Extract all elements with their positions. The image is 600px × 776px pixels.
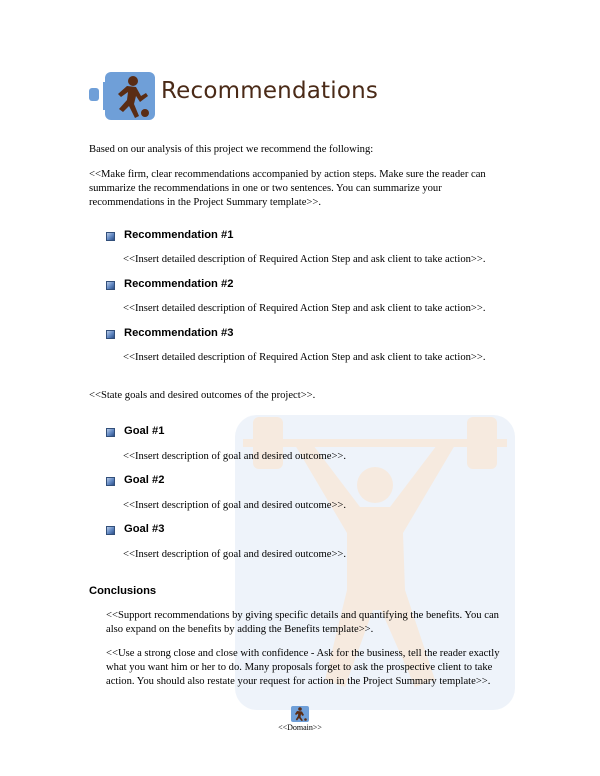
soccer-player-footer-icon xyxy=(291,706,309,722)
square-bullet-icon xyxy=(106,330,115,339)
goal-text: <<Insert description of goal and desired outcome>>. xyxy=(123,500,347,511)
recommendation-title: Recommendation #2 xyxy=(124,278,234,290)
recommendation-title: Recommendation #1 xyxy=(124,229,234,241)
goal-title: Goal #1 xyxy=(124,425,165,437)
recommendation-text: <<Insert detailed description of Required Action Step and ask client to take action>>. xyxy=(123,254,486,265)
guidance-line: summarize the recommendations in one or two sentences. You can summarize your xyxy=(89,183,442,194)
conclusions-line: action. You should also restate your request for action in the Project Summary template>>. xyxy=(106,676,491,687)
conclusions-line: what you want him or her to do. Many proposals forget to ask the prospective client to take xyxy=(106,662,493,673)
square-bullet-icon xyxy=(106,428,115,437)
recommendation-title: Recommendation #3 xyxy=(124,327,234,339)
conclusions-heading: Conclusions xyxy=(89,585,157,597)
square-bullet-icon xyxy=(106,477,115,486)
guidance-line: <<Make firm, clear recommendations accompanied by action steps. Make sure the reader can xyxy=(89,169,486,180)
conclusions-line: also expand on the benefits by adding the Benefits template>>. xyxy=(106,624,374,635)
square-bullet-icon xyxy=(106,526,115,535)
goal-text: <<Insert description of goal and desired outcome>>. xyxy=(123,549,347,560)
recommendation-text: <<Insert detailed description of Required Action Step and ask client to take action>>. xyxy=(123,303,486,314)
soccer-player-logo-icon xyxy=(89,72,155,120)
intro-text: Based on our analysis of this project we recommend the following: xyxy=(89,144,374,155)
page-title: Recommendations xyxy=(161,78,379,104)
conclusions-line: <<Support recommendations by giving specific details and quantifying the benefits. You can xyxy=(106,610,499,621)
goal-title: Goal #2 xyxy=(124,474,165,486)
goals-intro-text: <<State goals and desired outcomes of the project>>. xyxy=(89,390,316,401)
conclusions-line: <<Use a strong close and close with confidence - Ask for the business, tell the reader exactly xyxy=(106,648,500,659)
guidance-line: recommendations in the Project Summary template>>. xyxy=(89,197,322,208)
goal-text: <<Insert description of goal and desired outcome>>. xyxy=(123,451,347,462)
goal-title: Goal #3 xyxy=(124,523,165,535)
footer-domain: <<Domain>> xyxy=(278,723,322,732)
square-bullet-icon xyxy=(106,232,115,241)
square-bullet-icon xyxy=(106,281,115,290)
recommendation-text: <<Insert detailed description of Required Action Step and ask client to take action>>. xyxy=(123,352,486,363)
